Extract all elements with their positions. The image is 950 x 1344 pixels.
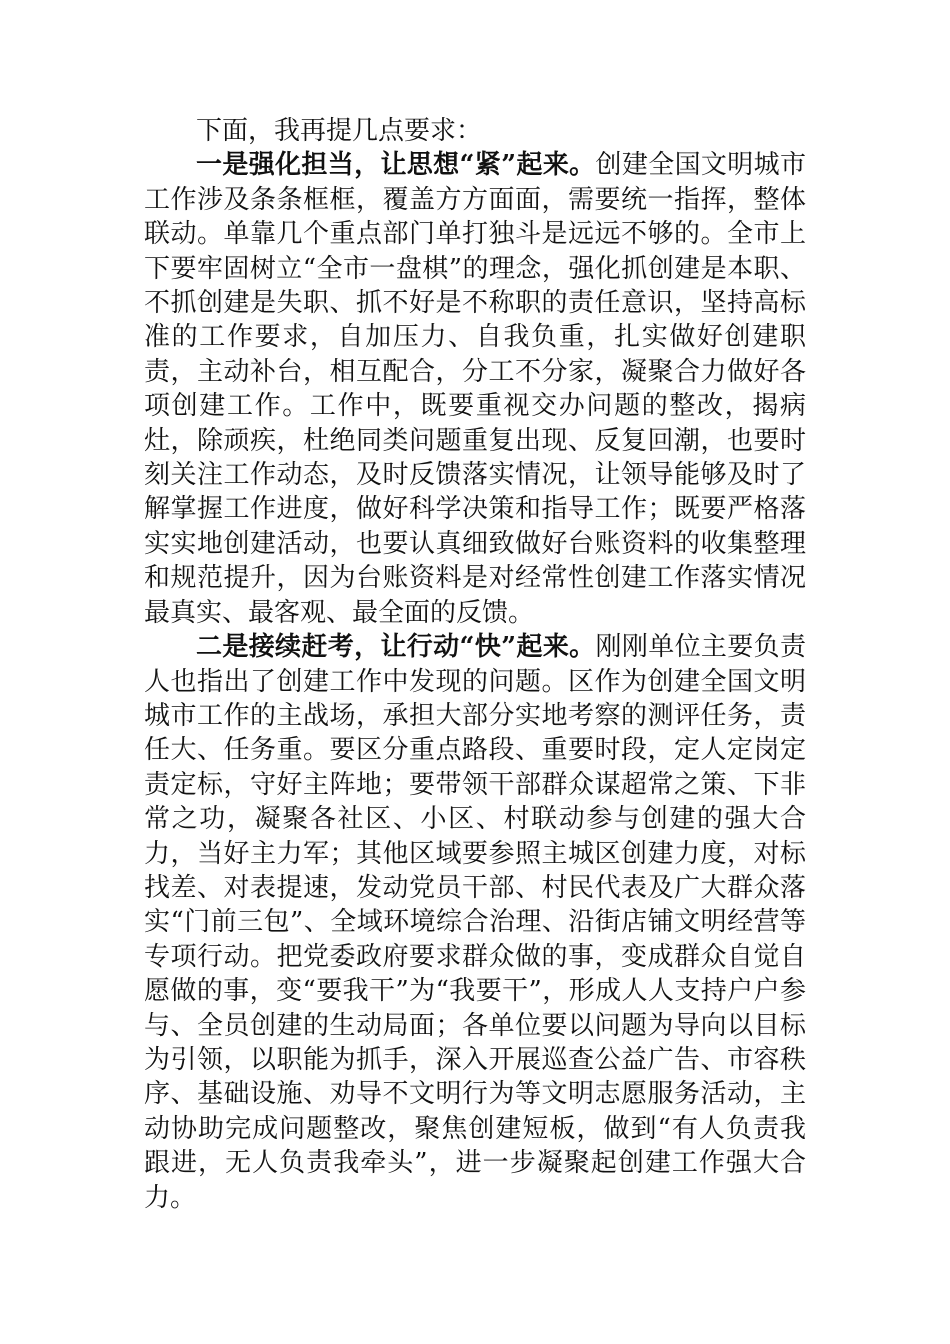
paragraph-1 <box>144 148 806 630</box>
paragraph-2-body: 刚刚单位主要负责人也指出了创建工作中发现的问题。区作为创建全国文明城市工作的主战场，承担大部分实地考察的测评任务，责任大、任务重。要区分重点路段、重要时段，定人定岗定责定标，守好主阵地；要带领干部群众谋超常之策、下非常之功，凝聚各社区、小区、村联动参与创建的强大合力，当好主力军；其他区域要参照主城区创建力度，对标找差、对表提速，发动党员干部、村民代表及广大群众落实“门前三包”、全域环境综合治理、沿街店铺文明经营等专项行动。把党委政府要求群众做的事，变成群众自觉自愿做的事，变“要我干”为“我要干”，形成人人支持户户参与、全员创建的生动局面；各单位要以问题为导向以目标为引领，以职能为抓手，深入开展巡查公益广告、市容秩序、基础设施、劝导不文明行为等文明志愿服务活动，主动协助完成问题整改，聚焦创建短板，做到“有人负责我跟进，无人负责我牵头”，进一步凝聚起创建工作强大合力。 <box>144 632 806 1213</box>
intro-text: 下面，我再提几点要求： <box>196 116 483 146</box>
intro-paragraph <box>144 114 806 148</box>
paragraph-1-heading: 一是强化担当，让思想“紧”起来。 <box>196 150 596 181</box>
paragraph-2-heading: 二是接续赶考，让行动“快”起来。 <box>196 632 596 663</box>
paragraph-1-body: 创建全国文明城市工作涉及条条框框，覆盖方方面面，需要统一指挥，整体联动。单靠几个重点部门单打独斗是远远不够的。全市上下要牢固树立“全市一盘棋”的理念，强化抓创建是本职、不抓创建是失职、抓不好是不称职的责任意识，坚持高标准的工作要求，自加压力、自我负重，扎实做好创建职责，主动补台，相互配合，分工不分家，凝聚合力做好各项创建工作。工作中，既要重视交办问题的整改，揭病灶，除顽疾，杜绝同类问题重复出现、反复回潮，也要时刻关注工作动态，及时反馈落实情况，让领导能够及时了解掌握工作进度，做好科学决策和指导工作；既要严格落实实地创建活动，也要认真细致做好台账资料的收集整理和规范提升，因为台账资料是对经常性创建工作落实情况最真实、最客观、最全面的反馈。 <box>144 150 806 628</box>
document-body <box>144 114 806 1215</box>
paragraph-2 <box>144 630 806 1215</box>
